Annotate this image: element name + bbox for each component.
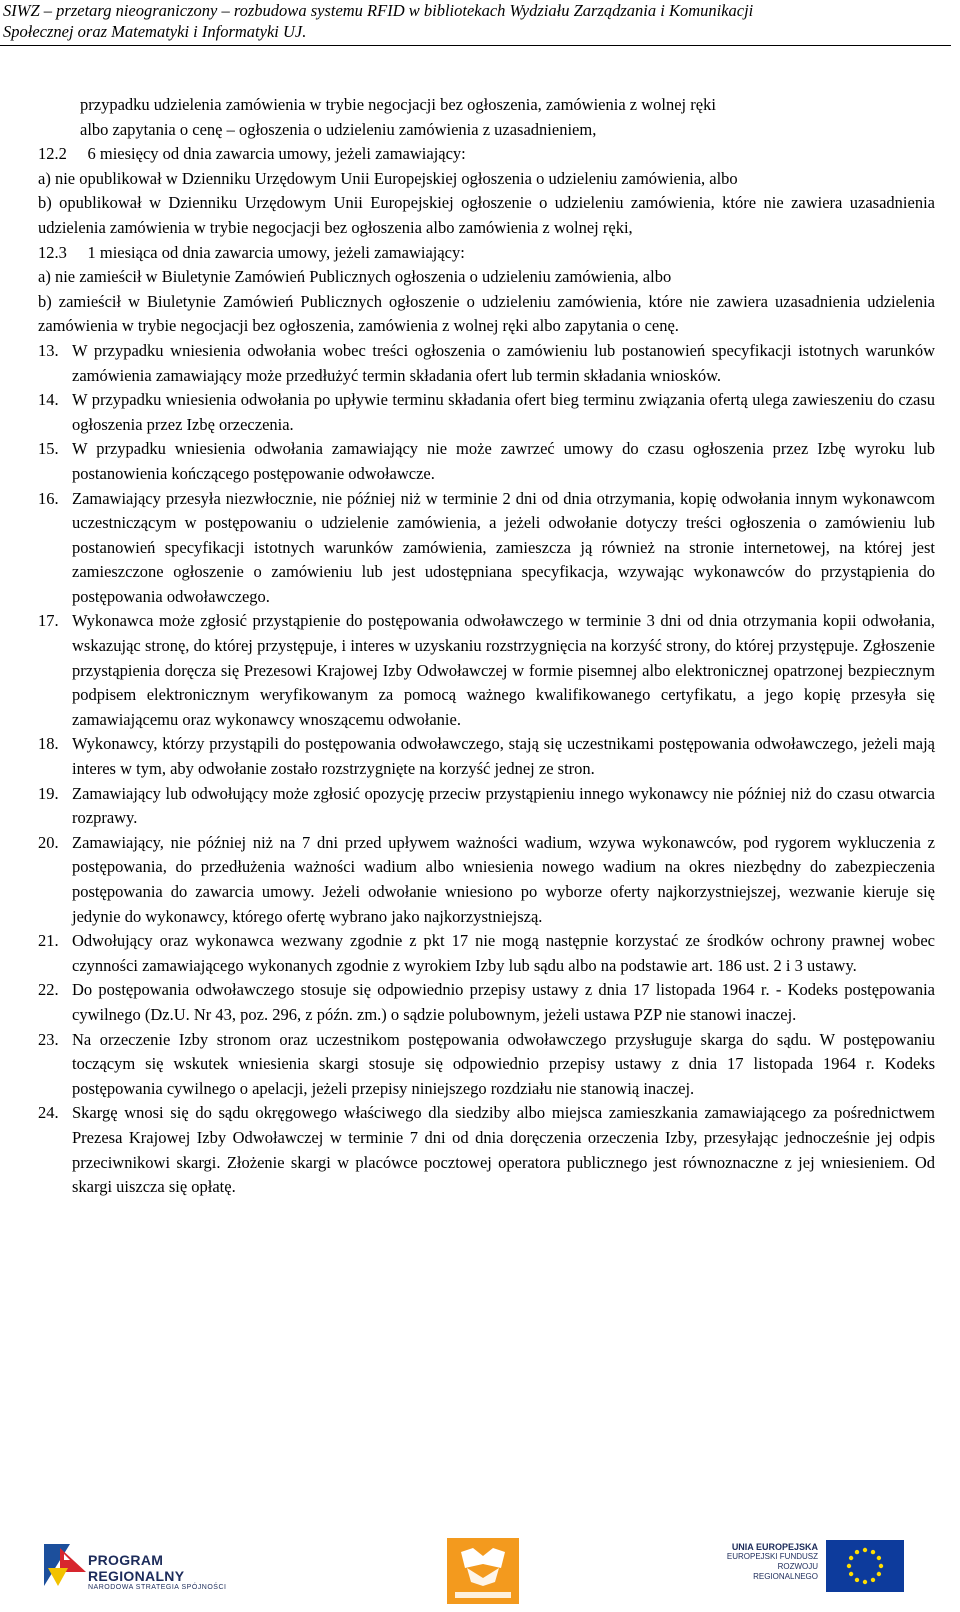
intro-line-1: przypadku udzielenia zamówienia w trybie negocjacji bez ogłoszenia, zamówienia z wolnej ręki: [80, 95, 716, 114]
list-item: [38, 388, 935, 437]
list-item-text: Odwołujący oraz wykonawca wezwany zgodnie z pkt 17 nie mogą następnie korzystać ze środków ochrony prawnej wobec czynności zamawiającego wykonanych zgodnie z wyrokiem Izby lub sądu albo na podstawie art. 186 ust. 2 i 3 ustawy.: [72, 931, 935, 975]
list-item-number: 13.: [38, 340, 59, 360]
program-regionalny-title: PROGRAM REGIONALNY: [88, 1552, 185, 1584]
paragraph-12-2-b: b) opublikował w Dzienniku Urzędowym Unii Europejskiej ogłoszenie o udzieleniu zamówienia, które nie zawiera uzasadnienia udzielenia zamówienia w trybie negocjacji bez ogłoszenia albo zamówienia z wolnej ręki,: [38, 193, 935, 237]
paragraph-12-2-a: a) nie opublikował w Dzienniku Urzędowym Unii Europejskiej ogłoszenia o udzieleniu zamówienia, albo: [38, 168, 738, 188]
program-regionalny-subtitle: NARODOWA STRATEGIA SPÓJNOŚCI: [88, 1584, 227, 1591]
paragraph-12-3-a: a) nie zamieścił w Biuletynie Zamówień Publicznych ogłoszenia o udzieleniu zamówienia, albo: [38, 267, 672, 287]
eu-fund-line: EUROPEJSKI FUNDUSZ: [726, 1552, 818, 1561]
eu-flag-icon: [826, 1540, 904, 1592]
eu-star-icon: [847, 1564, 851, 1568]
list-item: [38, 929, 935, 978]
list-item-number: 15.: [38, 439, 59, 459]
list-item-text: Do postępowania odwoławczego stosuje się odpowiednio przepisy ustawy z dnia 17 listopada 1964 r. - Kodeks postępowania cywilnego (Dz.U. Nr 43, poz. 296, z późn. zm.) o sądzie polubownym, jeżeli ustawa PZP nie stanowi inaczej.: [72, 980, 935, 1024]
list-item-text: Zamawiający, nie później niż na 7 dni przed upływem ważności wadium, wzywa wykonawców, pod rygorem wykluczenia z postępowania, do przedłużenia ważności wadium albo wniesienia nowego wadium na okres niezbędny do zabezpieczenia postępowania do zawarcia umowy. Jeżeli odwołanie wniesiono po wyborze oferty najkorzystniejszej, wezwanie kieruje się jedynie do wykonawcy, którego ofertę wybrano jako najkorzystniejszą.: [72, 832, 935, 926]
eu-logo: [718, 1538, 908, 1594]
list-item-number: 20.: [38, 832, 59, 852]
list-item-text: Na orzeczenie Izby stronom oraz uczestnikom postępowania odwoławczego przysługuje skarga do sądu. W postępowaniu toczącym się wskutek wniesienia skargi stosuje się odpowiednio przepisy ustawy z dnia 17 listopada 1964 r. Kodeks postępowania cywilnego o apelacji, jeżeli przepisy niniejszego rozdziału nie stanowią inaczej.: [72, 1029, 935, 1098]
list-item-number: 16.: [38, 488, 59, 508]
list-item-number: 24.: [38, 1103, 59, 1123]
header-line-2: Społecznej oraz Matematyki i Informatyki UJ.: [3, 22, 307, 41]
malopolska-logo: [447, 1538, 519, 1604]
program-regionalny-icon: [40, 1542, 90, 1588]
numbered-list: [38, 339, 935, 1200]
eu-star-icon: [863, 1548, 867, 1552]
list-item-text: Wykonawca może zgłosić przystąpienie do postępowania odwoławczego w terminie 3 dni od dnia otrzymania kopii odwołania, wskazując stronę, do której przystępuje, i interes w uzyskaniu rozstrzygnięcia na korzyść strony, do której przystępuje. Zgłoszenie przystąpienia doręcza się Prezesowi Krajowej Izby Odwoławczej w formie pisemnej albo elektronicznej opatrzonej bezpiecznym podpisem elektronicznym weryfikowanym za pomocą ważnego kwalifikowanego certyfikatu, a jego kopię przesyła się zamawiającemu oraz wykonawcy wnoszącemu odwołanie.: [72, 611, 935, 729]
malopolska-emblem-icon: [447, 1538, 519, 1604]
list-item: [38, 782, 935, 831]
list-item-number: 18.: [38, 734, 59, 754]
list-item: [38, 732, 935, 781]
list-item-text: W przypadku wniesienia odwołania wobec treści ogłoszenia o zamówieniu lub postanowień specyfikacji istotnych warunków zamówienia zamawiający może przedłużyć termin składania ofert lub termin składania wniosków.: [72, 340, 935, 385]
list-item-text: Skargę wnosi się do sądu okręgowego właściwego dla siedziby albo miejsca zamieszkania zamawiającego za pośrednictwem Prezesa Krajowej Izby Odwoławczej w terminie 7 dni od dnia doręczenia orzeczenia Izby, przesyłając jednocześnie jej odpis przeciwnikowi skargi. Złożenie skargi w placówce pocztowej operatora publicznego jest równoznaczne z jej wniesieniem. Od skargi uiszcza się opłatę.: [72, 1103, 935, 1197]
eu-star-icon: [855, 1550, 859, 1554]
eu-star-icon: [871, 1578, 875, 1582]
list-item-text: Zamawiający przesyła niezwłocznie, nie później niż w terminie 2 dni od dnia otrzymania, kopię odwołania innym wykonawcom uczestniczącym w postępowaniu o udzielenie zamówienia, a jeżeli odwołanie dotyczy treści ogłoszenia o zamówieniu lub postanowień specyfikacji istotnych warunków zamówienia, zamieszcza ją również na stronie internetowej, na której jest zamieszczone ogłoszenie o zamówieniu lub jest udostępniana specyfikacja, wzywając wykonawców do przystąpienia do postępowania odwoławczego.: [72, 488, 935, 606]
paragraph-12-3-b: b) zamieścił w Biuletynie Zamówień Publicznych ogłoszenie o udzieleniu zamówienia, które nie zawiera uzasadnienia udzielenia zamówienia w trybie negocjacji bez ogłoszenia, zamówienia z wolnej ręki albo zapytania o cenę.: [38, 291, 935, 336]
program-regionalny-logo: [40, 1542, 260, 1591]
list-item-number: 14.: [38, 390, 59, 410]
eu-star-icon: [863, 1580, 867, 1584]
document-header: [0, 0, 951, 46]
list-item-number: 19.: [38, 783, 59, 803]
header-line-1: SIWZ – przetarg nieograniczony – rozbudowa systemu RFID w bibliotekach Wydziału Zarządzania i Komunikacji: [3, 1, 754, 20]
list-item-text: W przypadku wniesienia odwołania zamawiający nie może zawrzeć umowy do czasu ogłoszenia przez Izbę wyroku lub postanowienia kończącego postępowanie odwoławcze.: [72, 439, 935, 483]
list-item-number: 21.: [38, 931, 59, 951]
list-item: [38, 437, 935, 486]
document-body: [38, 93, 935, 1200]
eu-star-icon: [871, 1550, 875, 1554]
list-item: [38, 609, 935, 732]
eu-star-icon: [877, 1572, 881, 1576]
eu-star-icon: [877, 1556, 881, 1560]
list-item: [38, 487, 935, 610]
eu-star-icon: [879, 1564, 883, 1568]
list-item: [38, 1028, 935, 1102]
list-item-number: 22.: [38, 980, 59, 1000]
list-item-text: Wykonawcy, którzy przystąpili do postępowania odwoławczego, stają się uczestnikami postępowania odwoławczego, jeżeli mają interes w tym, aby odwołanie zostało rozstrzygnięte na korzyść jednej ze stron.: [72, 734, 935, 779]
eu-star-icon: [855, 1578, 859, 1582]
list-item-text: W przypadku wniesienia odwołania po upływie terminu składania ofert bieg terminu związania ofertą ulega zawieszeniu do czasu ogłoszenia przez Izbę orzeczenia.: [72, 390, 935, 434]
paragraph-12-3: 12.3 1 miesiąca od dnia zawarcia umowy, jeżeli zamawiający:: [38, 242, 465, 262]
intro-line-2: albo zapytania o cenę – ogłoszenia o udzieleniu zamówienia z uzasadnieniem,: [80, 119, 597, 139]
list-item-text: Zamawiający lub odwołujący może zgłosić opozycję przeciw przystąpieniu innego wykonawcy nie później niż do czasu otwarcia rozprawy.: [72, 783, 935, 828]
eu-title: UNIA EUROPEJSKA: [731, 1542, 818, 1552]
footer-logos: [0, 1520, 960, 1612]
eu-star-icon: [849, 1556, 853, 1560]
eu-fund-line-2: ROZWOJU REGIONALNEGO: [753, 1562, 818, 1581]
list-item-number: 17.: [38, 611, 59, 631]
list-item: [38, 831, 935, 929]
list-item: [38, 978, 935, 1027]
paragraph-12-2: 12.2 6 miesięcy od dnia zawarcia umowy, jeżeli zamawiający:: [38, 144, 466, 164]
list-item-number: 23.: [38, 1029, 59, 1049]
list-item: [38, 1101, 935, 1199]
list-item: [38, 339, 935, 388]
eu-star-icon: [849, 1572, 853, 1576]
